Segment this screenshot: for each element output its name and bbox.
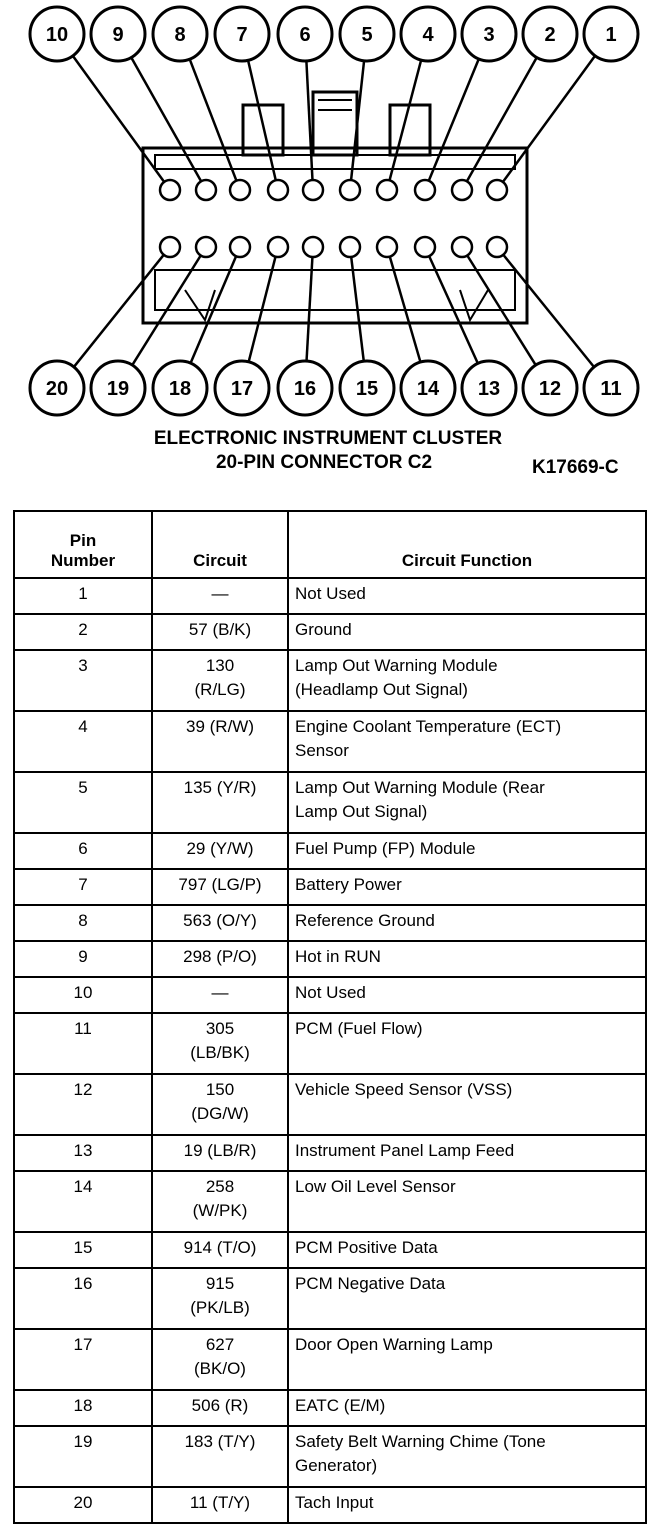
table-row — [14, 1232, 646, 1268]
pin-number-label: 14 — [416, 378, 440, 400]
pin-number-label: 17 — [230, 378, 254, 400]
table-row — [14, 614, 646, 650]
leader-line — [390, 60, 422, 180]
pin-number-cell: 18 — [14, 1390, 152, 1426]
table-row — [14, 578, 646, 614]
circuit-function-cell: Not Used — [288, 977, 646, 1013]
circuit-cell: — — [152, 578, 288, 614]
callout-pin-9 — [91, 7, 145, 61]
callout-pin-11 — [584, 361, 638, 415]
table-row — [14, 711, 646, 772]
circuit-function-cell: Ground — [288, 614, 646, 650]
pin-number-cell: 6 — [14, 833, 152, 869]
pin-number-cell: 19 — [14, 1426, 152, 1487]
pin-number-cell: 16 — [14, 1268, 152, 1329]
pin-number-label: 9 — [112, 24, 124, 46]
pin-number-cell: 20 — [14, 1487, 152, 1523]
pin-hole-5 — [340, 180, 360, 200]
circuit-cell: 19 (LB/R) — [152, 1135, 288, 1171]
circuit-function-cell: PCM Negative Data — [288, 1268, 646, 1329]
leader-line — [74, 255, 164, 367]
leader-lines — [73, 56, 595, 367]
pin-number-cell: 14 — [14, 1171, 152, 1232]
table-header-row — [14, 511, 646, 578]
circuit-cell: 11 (T/Y) — [152, 1487, 288, 1523]
pin-number-label: 19 — [106, 378, 130, 400]
header-pin-number: Pin Number — [14, 511, 152, 578]
pin-number-cell: 15 — [14, 1232, 152, 1268]
circuit-cell: 914 (T/O) — [152, 1232, 288, 1268]
leader-line — [429, 59, 479, 181]
callout-pin-16 — [278, 361, 332, 415]
pin-hole-18 — [230, 237, 250, 257]
table-row — [14, 833, 646, 869]
callout-pin-18 — [153, 361, 207, 415]
connector-diagram — [0, 0, 672, 430]
pin-table — [13, 510, 647, 1524]
pin-number-cell: 13 — [14, 1135, 152, 1171]
pin-number-label: 3 — [483, 24, 495, 46]
pin-number-cell: 1 — [14, 578, 152, 614]
pin-number-cell: 11 — [14, 1013, 152, 1074]
circuit-cell: 29 (Y/W) — [152, 833, 288, 869]
pin-number-cell: 5 — [14, 772, 152, 833]
pin-hole-17 — [268, 237, 288, 257]
pin-number-label: 12 — [538, 378, 562, 400]
pin-number-label: 5 — [361, 24, 373, 46]
circuit-function-cell: Reference Ground — [288, 905, 646, 941]
callout-pin-10 — [30, 7, 84, 61]
table-row — [14, 1268, 646, 1329]
circuit-function-cell: Low Oil Level Sensor — [288, 1171, 646, 1232]
circuit-function-cell: Engine Coolant Temperature (ECT) Sensor — [288, 711, 646, 772]
table-row — [14, 869, 646, 905]
pin-number-cell: 10 — [14, 977, 152, 1013]
pin-number-cell: 2 — [14, 614, 152, 650]
caption-subtitle: 20-PIN CONNECTOR C2 — [215, 452, 433, 473]
circuit-function-cell: Door Open Warning Lamp — [288, 1329, 646, 1390]
pin-hole-7 — [268, 180, 288, 200]
table-row — [14, 1390, 646, 1426]
circuit-function-cell: Tach Input — [288, 1487, 646, 1523]
table-row — [14, 977, 646, 1013]
circuit-cell: 39 (R/W) — [152, 711, 288, 772]
callout-pin-5 — [340, 7, 394, 61]
pin-number-cell: 4 — [14, 711, 152, 772]
circuit-cell: 305 (LB/BK) — [152, 1013, 288, 1074]
pin-number-label: 20 — [45, 378, 69, 400]
pin-hole-11 — [487, 237, 507, 257]
circuit-function-cell: Safety Belt Warning Chime (Tone Generator) — [288, 1426, 646, 1487]
pin-number-label: 4 — [422, 24, 434, 46]
caption-title: ELECTRONIC INSTRUMENT CLUSTER — [153, 428, 503, 449]
circuit-cell: — — [152, 977, 288, 1013]
table-row — [14, 1487, 646, 1523]
header-circuit-function: Circuit Function — [288, 511, 646, 578]
bottom-callouts — [30, 361, 638, 415]
callout-pin-8 — [153, 7, 207, 61]
pin-number-label: 11 — [600, 378, 622, 400]
circuit-cell: 130 (R/LG) — [152, 650, 288, 711]
circuit-cell: 57 (B/K) — [152, 614, 288, 650]
callout-pin-6 — [278, 7, 332, 61]
leader-line — [190, 59, 237, 180]
circuit-cell: 797 (LG/P) — [152, 869, 288, 905]
table-row — [14, 772, 646, 833]
circuit-function-cell: Lamp Out Warning Module (Rear Lamp Out Signal) — [288, 772, 646, 833]
pin-hole-10 — [160, 180, 180, 200]
callout-pin-3 — [462, 7, 516, 61]
bottom-pin-row — [160, 237, 507, 257]
pin-hole-12 — [452, 237, 472, 257]
callout-pin-19 — [91, 361, 145, 415]
callout-pin-2 — [523, 7, 577, 61]
reference-code: K17669-C — [532, 457, 619, 478]
pin-number-label: 8 — [174, 24, 186, 46]
pin-hole-13 — [415, 237, 435, 257]
pin-number-cell: 9 — [14, 941, 152, 977]
pin-number-label: 6 — [299, 24, 311, 46]
circuit-function-cell: Hot in RUN — [288, 941, 646, 977]
pin-hole-4 — [377, 180, 397, 200]
circuit-cell: 298 (P/O) — [152, 941, 288, 977]
pin-number-label: 16 — [293, 378, 317, 400]
table-row — [14, 1074, 646, 1135]
table-row — [14, 1013, 646, 1074]
pin-hole-20 — [160, 237, 180, 257]
pin-hole-8 — [230, 180, 250, 200]
table-row — [14, 1135, 646, 1171]
leader-line — [73, 56, 164, 182]
table-row — [14, 1171, 646, 1232]
table-row — [14, 1426, 646, 1487]
pin-hole-3 — [415, 180, 435, 200]
circuit-cell: 258 (W/PK) — [152, 1171, 288, 1232]
circuit-function-cell: Lamp Out Warning Module (Headlamp Out Signal) — [288, 650, 646, 711]
top-pin-row — [160, 180, 507, 200]
circuit-function-cell: Not Used — [288, 578, 646, 614]
callout-pin-13 — [462, 361, 516, 415]
circuit-cell: 135 (Y/R) — [152, 772, 288, 833]
pin-number-label: 18 — [168, 378, 192, 400]
pin-hole-9 — [196, 180, 216, 200]
circuit-cell: 506 (R) — [152, 1390, 288, 1426]
leader-line — [351, 61, 364, 180]
callout-pin-14 — [401, 361, 455, 415]
connector-body — [143, 92, 527, 323]
circuit-function-cell: EATC (E/M) — [288, 1390, 646, 1426]
pin-hole-16 — [303, 237, 323, 257]
pin-number-label: 1 — [605, 24, 617, 46]
circuit-function-cell: PCM (Fuel Flow) — [288, 1013, 646, 1074]
table-row — [14, 905, 646, 941]
callout-pin-20 — [30, 361, 84, 415]
leader-line — [503, 56, 595, 182]
pin-number-label: 15 — [355, 378, 379, 400]
circuit-cell: 183 (T/Y) — [152, 1426, 288, 1487]
callout-pin-1 — [584, 7, 638, 61]
pin-number-label: 2 — [544, 24, 556, 46]
circuit-function-cell: Fuel Pump (FP) Module — [288, 833, 646, 869]
pin-number-label: 10 — [45, 24, 69, 46]
circuit-function-cell: Instrument Panel Lamp Feed — [288, 1135, 646, 1171]
pin-hole-2 — [452, 180, 472, 200]
pin-number-cell: 8 — [14, 905, 152, 941]
circuit-cell: 627 (BK/O) — [152, 1329, 288, 1390]
callout-pin-17 — [215, 361, 269, 415]
pin-number-label: 13 — [477, 378, 501, 400]
circuit-function-cell: Vehicle Speed Sensor (VSS) — [288, 1074, 646, 1135]
pin-hole-1 — [487, 180, 507, 200]
circuit-cell: 563 (O/Y) — [152, 905, 288, 941]
pin-hole-15 — [340, 237, 360, 257]
pin-number-cell: 17 — [14, 1329, 152, 1390]
leader-line — [248, 60, 276, 180]
pin-hole-6 — [303, 180, 323, 200]
pin-hole-19 — [196, 237, 216, 257]
header-circuit: Circuit — [152, 511, 288, 578]
table-row — [14, 941, 646, 977]
callout-pin-12 — [523, 361, 577, 415]
callout-pin-15 — [340, 361, 394, 415]
callout-pin-7 — [215, 7, 269, 61]
pin-number-label: 7 — [236, 24, 248, 46]
circuit-cell: 915 (PK/LB) — [152, 1268, 288, 1329]
top-callouts — [30, 7, 638, 61]
leader-line — [503, 255, 594, 367]
pin-number-cell: 7 — [14, 869, 152, 905]
circuit-function-cell: PCM Positive Data — [288, 1232, 646, 1268]
pin-number-cell: 12 — [14, 1074, 152, 1135]
table-row — [14, 1329, 646, 1390]
callout-pin-4 — [401, 7, 455, 61]
pin-number-cell: 3 — [14, 650, 152, 711]
circuit-cell: 150 (DG/W) — [152, 1074, 288, 1135]
pin-hole-14 — [377, 237, 397, 257]
circuit-function-cell: Battery Power — [288, 869, 646, 905]
table-row — [14, 650, 646, 711]
